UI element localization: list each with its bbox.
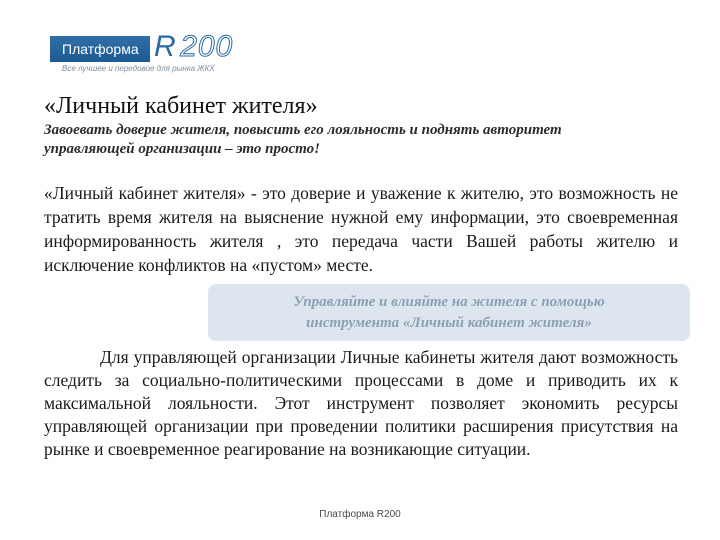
logo-mark-letter: R [154,30,177,63]
callout-line-2: инструмента «Личный кабинет жителя» [306,315,592,331]
intro-paragraph: «Личный кабинет жителя» - это доверие и уважение к жителю, это возможность не тратить время жителя на выяснение нужной ему информации, это своевременная информированность жителя , это передача части Вашей работы жителю и исключение конфликтов на «пустом» месте. [44,183,678,275]
callout-line-1: Управляйте и влияйте на жителя с помощью [293,294,605,310]
callout-box [208,284,690,341]
logo-mark-number: 200 [180,30,234,63]
logo-mark [154,30,233,64]
page-subtitle: Завоевать доверие жителя, повысить его лояльность и поднять авторитет управляющей организации – это просто! [44,122,562,157]
logo-tagline: Все лучшее и передовое для рынка ЖКХ [62,64,215,73]
platform-logo [50,30,240,74]
page-title: «Личный кабинет жителя» [44,93,318,119]
body-paragraph: Для управляющей организации Личные кабинеты жителя дают возможность следить за социально-политическими процессами в доме и приводить их к максимальной лояльности. Этот инструмент позволяет экономить ресурсы управляющей организации при проведении политики расширения присутствия на рынке и своевременное реагирование на возникающие ситуации. [44,347,678,459]
logo-box: Платформа [50,36,150,62]
footer-text: Платформа R200 [319,509,401,520]
callout-text [208,292,690,334]
